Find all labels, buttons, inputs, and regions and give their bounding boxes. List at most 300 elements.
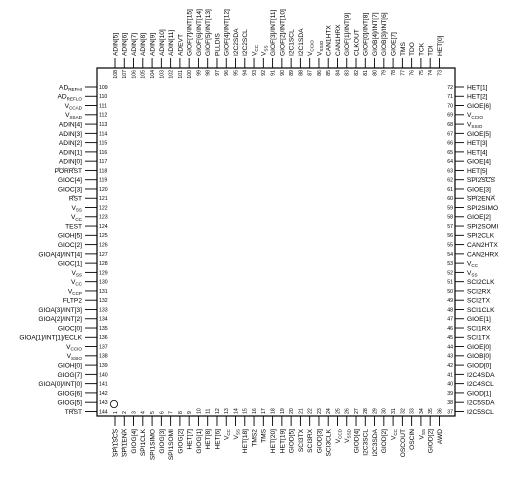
pin-label-main: SPI2CLK (467, 232, 495, 240)
pin-label (59, 149, 82, 156)
pin-label-main: CLKOUT (353, 29, 361, 56)
pin-number: 83 (344, 70, 351, 76)
pin-number: 10 (196, 408, 203, 414)
pin-label-main: TMS (260, 429, 268, 443)
pin-label-main: RST (68, 195, 82, 203)
pin-label (242, 429, 249, 453)
pin-label-subscript: CC (471, 263, 479, 269)
pin-number: 42 (447, 363, 453, 369)
pin-number: 21 (298, 408, 305, 414)
pin-number: 36 (437, 408, 444, 414)
pin-label-main: TEST (65, 223, 82, 231)
pin-number: 12 (214, 408, 221, 414)
pin-number: 138 (99, 353, 108, 360)
pin-label-main: GIOF[6]/INT[14] (195, 9, 203, 56)
pin-label (467, 279, 495, 286)
pin-label (131, 33, 138, 56)
pin-label-main: ADEVT (177, 34, 185, 56)
pin-top-83 (344, 13, 351, 76)
pin-label-main: GIOC[0] (57, 325, 82, 333)
pin-number: 104 (149, 70, 156, 79)
pin-left-114 (59, 131, 107, 138)
pin-label (65, 103, 83, 111)
pin-label-main: ADIN[11] (168, 29, 176, 56)
pin-label-subscript: CC (254, 44, 260, 52)
pin-number: 14 (233, 408, 240, 414)
pin-bottom-10 (196, 408, 203, 453)
pin-number: 15 (242, 408, 249, 414)
pin-label-main: HET[5] (467, 167, 488, 175)
pin-label (467, 214, 491, 221)
pin-bottom-22 (307, 408, 314, 453)
pin-label-main: ADIN[6] (121, 32, 129, 56)
pin-top-103 (159, 29, 166, 79)
pin-top-93 (251, 44, 259, 76)
pin-label (38, 251, 82, 258)
pin-number: 84 (335, 70, 342, 76)
pin-label-main: HET[0] (436, 35, 444, 56)
pin-number: 86 (316, 70, 323, 76)
pin-label (58, 177, 82, 184)
pin-label-main: CAN1HTX (325, 25, 333, 56)
pin-label-main: ADIN[7] (130, 32, 138, 56)
pin-number: 107 (122, 70, 129, 79)
pin-label-main: I2C5SCL (467, 408, 494, 416)
pin-label-main: HET[6] (214, 429, 222, 450)
pin-bottom-23 (316, 408, 323, 453)
pin-label (344, 428, 352, 443)
pin-label-main: GIOF[5]/INT[13] (205, 9, 213, 56)
pin-label-main: SCI1TX (467, 334, 491, 342)
pin-number: 133 (99, 307, 108, 314)
pin-label (467, 335, 491, 342)
pin-label (353, 29, 360, 56)
pin-number: 129 (99, 270, 108, 277)
pin-label-subscript: SS (420, 429, 426, 436)
pin-left-135 (58, 325, 108, 332)
pin-number: 5 (149, 411, 156, 414)
pin-number: 76 (409, 70, 416, 76)
pin-label (233, 28, 240, 56)
pin-label-main: ADIN[3] (58, 130, 82, 138)
pin-label (279, 429, 286, 453)
pin-label-subscript: SS (471, 272, 478, 278)
pin-number: 140 (99, 372, 108, 379)
pin-label-main: V (70, 279, 76, 287)
pin-label (467, 390, 491, 397)
pin-label (467, 288, 491, 295)
pin-label (467, 177, 495, 184)
pin-label (467, 242, 498, 249)
pin-label (279, 9, 286, 56)
pin-label (467, 168, 488, 175)
pin-left-131 (68, 288, 108, 296)
pin-label (409, 429, 416, 450)
pin-label (66, 344, 82, 352)
pin-number: 119 (99, 177, 108, 184)
pin-label (71, 205, 82, 213)
pin-number: 135 (99, 325, 108, 332)
pin-label (335, 428, 343, 443)
pin-bottom-33 (409, 408, 416, 450)
pin-number: 79 (381, 70, 388, 76)
pin-bottom-27 (353, 408, 360, 453)
pin-label-main: AD (57, 93, 67, 101)
pin-number: 51 (447, 279, 453, 286)
pin-top-76 (409, 42, 416, 76)
pin-label (140, 33, 147, 56)
pin-label-main: CAN2HTX (467, 241, 498, 249)
pin-label (381, 429, 388, 453)
pin-label-main: GIOB[3]/INT[6] (381, 12, 389, 56)
pin-bottom-15 (242, 408, 249, 453)
pin-label-main: V (390, 435, 398, 441)
pin-label (418, 429, 426, 440)
pin-label-main: SCI3CLK (325, 429, 333, 457)
pin-number: 9 (187, 411, 194, 414)
pin-label-main: I2C2SDA (232, 28, 240, 56)
pin-number: 8 (177, 411, 184, 414)
pin-label-main: PLLDIS (214, 33, 222, 56)
pin-number: 90 (279, 70, 286, 76)
pin-label-main: HET[2] (467, 93, 488, 101)
pin-label (467, 372, 495, 379)
pin-number: 127 (99, 251, 108, 258)
pin-bottom-5 (149, 411, 156, 460)
pin-number: 40 (447, 381, 453, 388)
pin-label-main: PORRST (54, 167, 82, 175)
pin-label (38, 381, 82, 388)
pin-label (467, 251, 499, 258)
pin-label-main: GIOA[4]/INT[4] (38, 251, 82, 259)
pin-label-main: SPI2ENA (467, 195, 495, 203)
pin-left-109 (59, 84, 108, 92)
pin-label (261, 45, 269, 56)
pin-label (58, 233, 82, 240)
pin-label (57, 400, 82, 407)
pin-label (467, 84, 488, 91)
pin-bottom-4 (140, 411, 147, 456)
pin-number: 100 (187, 70, 194, 79)
pin-label-main: I2C1SDA (297, 28, 305, 56)
pin-label (381, 12, 388, 56)
pin-number: 34 (418, 408, 425, 414)
pin-top-107 (122, 33, 129, 79)
pin-label (55, 168, 82, 175)
pin-left-138 (67, 353, 108, 361)
pin-label-main: CAN2HRX (467, 251, 499, 259)
pin-label (467, 121, 483, 129)
pin-number: 32 (400, 408, 407, 414)
pin-label (467, 233, 495, 240)
pin-label-main: HET[1] (467, 84, 488, 92)
pin-label-main: GIOF[4]/INT[12] (223, 9, 231, 56)
pin-label-main: GIOD[2] (381, 429, 389, 454)
pin-label (467, 325, 491, 332)
pin-label-main: V (467, 260, 472, 268)
pin-label-main: GIOE[0] (467, 343, 491, 351)
pin-label (68, 288, 82, 296)
pin-bottom-6 (159, 411, 166, 454)
pin-number: 97 (214, 70, 221, 76)
pin-number: 103 (159, 70, 166, 79)
pin-label-subscript: SS (75, 272, 82, 278)
pin-label-main: GIOF[2]/INT[10] (279, 9, 287, 56)
pin-label-main: SPI1CLK (140, 429, 148, 457)
pin-label-main: V (260, 51, 268, 56)
pin-label-main: TMS2 (251, 429, 259, 447)
pin-number: 19 (279, 408, 286, 414)
pin-label (326, 428, 333, 456)
pin-label-main: I2C2SCL (242, 29, 250, 56)
pin-label (59, 159, 82, 166)
pin-bottom-34 (418, 408, 426, 439)
pin-left-139 (58, 363, 108, 370)
pin-label (19, 335, 82, 342)
pin-left-125 (58, 233, 108, 240)
pin-bottom-12 (214, 408, 221, 449)
pin-label (122, 428, 129, 456)
pin-label (353, 429, 360, 453)
pin-label-main: HET[8] (205, 429, 213, 450)
pin-label-subscript: CC (393, 429, 399, 436)
pin-label-main: GIOG[7] (57, 371, 82, 379)
pin-number: 65 (447, 149, 453, 156)
pin-label-main: ADIN[4] (58, 121, 82, 129)
pin-top-90 (279, 9, 286, 76)
pin-label (467, 223, 498, 230)
pin-label-subscript: SS (235, 429, 241, 436)
pin-label (233, 429, 241, 440)
pin-top-86 (316, 40, 324, 76)
pin-label (467, 270, 478, 278)
pin-number: 72 (447, 84, 453, 91)
pin-number: 144 (99, 409, 108, 416)
pin-label (467, 353, 491, 360)
pin-label-main: SCI1RX (467, 325, 491, 333)
pin-right-52 (447, 270, 477, 278)
pin-label (57, 390, 82, 397)
pin-label-main: TDO (409, 42, 417, 56)
pin-top-77 (400, 41, 407, 75)
pin-number: 115 (99, 140, 108, 147)
pin-label-main: ADIN[10] (158, 29, 166, 56)
pin-label (58, 242, 82, 249)
pin-label (467, 261, 479, 269)
pin-label (316, 40, 324, 56)
pin-top-106 (131, 33, 138, 79)
pin-label-main: V (334, 438, 342, 444)
pin-number: 80 (372, 70, 379, 76)
pin-left-110 (58, 94, 108, 102)
pin-bottom-20 (289, 408, 296, 453)
pin-label-main: GIOH[0] (57, 362, 82, 370)
chip-body (97, 68, 455, 416)
pin-label-subscript: SSIO (318, 40, 324, 52)
pin-label (205, 9, 212, 56)
pin-label-main: AWD (436, 429, 444, 445)
pin-number: 28 (363, 408, 370, 414)
pin-left-118 (55, 168, 108, 175)
pin-label-main: V (70, 214, 76, 222)
pin-label (467, 298, 491, 305)
pin-label (467, 140, 488, 147)
pin-number: 33 (409, 408, 416, 414)
pin-number: 94 (242, 70, 249, 76)
pin-left-117 (59, 159, 107, 166)
pin-label-main: GIOD[3] (316, 429, 324, 454)
pin-top-105 (140, 33, 147, 79)
pin-number: 59 (447, 205, 453, 212)
pin-label (38, 316, 82, 323)
pin-label (149, 33, 156, 56)
pin-label (467, 131, 491, 138)
pin-label (391, 428, 399, 440)
pin-label (316, 429, 323, 453)
pin-label (467, 381, 494, 388)
pin-number: 24 (326, 408, 333, 414)
pin-label (289, 29, 296, 56)
pin-number: 7 (168, 411, 175, 414)
pin-number: 126 (99, 242, 108, 249)
pin-label (131, 429, 138, 454)
pin-bottom-9 (187, 411, 194, 450)
pin-label-main: GIOC[4] (57, 177, 82, 185)
pin-number: 47 (447, 316, 453, 323)
pin-label-main: V (223, 435, 231, 441)
pin-label (418, 42, 425, 56)
pin-top-102 (168, 30, 175, 79)
pin-number: 120 (99, 186, 108, 193)
pin-label-main: V (344, 438, 352, 443)
pin-label (58, 94, 83, 102)
pin-left-130 (71, 279, 108, 287)
pin-number: 101 (177, 70, 184, 79)
pin-label (363, 429, 370, 456)
pin-number: 25 (335, 408, 342, 414)
pin-number: 44 (447, 344, 453, 351)
pin-label (58, 261, 82, 268)
pin-number: 64 (447, 159, 453, 166)
pin-label (428, 45, 435, 56)
pin-label (69, 196, 82, 203)
pin-label-main: GIOE[2] (467, 214, 491, 222)
pin-label-main: SCI2RX (467, 288, 491, 296)
pin-label (372, 428, 379, 456)
pin-label-subscript: SS (75, 207, 82, 213)
pin-label (298, 28, 305, 56)
pin-label (196, 9, 203, 56)
pin-number: 95 (233, 70, 240, 76)
pin-label (372, 12, 379, 56)
pin-number: 116 (99, 149, 108, 156)
pin-bottom-17 (261, 408, 268, 443)
pin-label (270, 429, 277, 453)
pin-label (437, 429, 444, 444)
pin-bottom-18 (270, 408, 277, 453)
pin-label (251, 429, 258, 447)
pin-top-80 (372, 12, 379, 76)
pin-number: 48 (447, 307, 453, 314)
pin-label (261, 428, 268, 443)
pin-label-main: GIOA[3]/INT[3] (38, 306, 82, 314)
pin-label-main: SPI1ENA (121, 429, 129, 457)
pin-number: 31 (391, 408, 397, 414)
pin-bottom-16 (251, 408, 258, 446)
pin-number: 52 (447, 270, 453, 277)
pin-label-main: ADIN[2] (58, 140, 82, 148)
pin-top-91 (270, 9, 277, 75)
pin-number: 128 (99, 261, 108, 268)
pin-label-main: HET[19] (279, 429, 287, 454)
pin-label-main: SPI1SIMO (149, 429, 157, 461)
pin-label (38, 307, 82, 314)
pin-label (289, 429, 296, 453)
pin-right-53 (447, 261, 479, 269)
pin-number: 1 (112, 411, 119, 414)
pin-label-main: GIOA[1]/INT[1]/ECLK (19, 334, 82, 342)
pin-label-main: V (467, 112, 472, 120)
pin-bottom-31 (391, 408, 399, 440)
pin-number: 114 (99, 131, 108, 138)
pin-label (177, 429, 184, 454)
pin-left-143 (57, 400, 107, 407)
pin-label (467, 196, 495, 203)
pin-number: 109 (99, 84, 108, 91)
pin-number: 74 (428, 70, 435, 76)
pin-label (168, 30, 175, 56)
pin-label (437, 35, 444, 56)
pin-label-main: GIOC[1] (57, 260, 82, 268)
pin-number: 30 (381, 408, 388, 414)
pin-left-132 (63, 298, 108, 305)
pin-top-79 (381, 12, 388, 76)
pin-label-subscript: SSIO (71, 355, 82, 361)
pin-label-main: GIOH[5] (57, 232, 82, 240)
pin-label-subscript: REFLO (66, 96, 82, 102)
pin-top-98 (205, 9, 212, 76)
pin-right-69 (447, 112, 483, 120)
pin-number: 88 (298, 70, 305, 76)
pin-number: 122 (99, 205, 108, 212)
pin-label (467, 159, 491, 166)
pin-label (467, 400, 495, 407)
pin-label-main: V (251, 51, 259, 56)
pin-number: 38 (447, 400, 453, 407)
pin-label-main: SPI1SOMI (168, 429, 176, 461)
pin-label-main: SCI1CLK (467, 306, 495, 314)
pin-number: 111 (99, 103, 107, 110)
pin-left-116 (59, 149, 107, 156)
pin-bottom-19 (279, 408, 286, 453)
pin-label-main: ADIN[1] (58, 149, 82, 157)
pin-left-140 (57, 372, 107, 379)
pin-label (391, 32, 398, 56)
pin-number: 4 (140, 411, 147, 414)
pin-label-main: SCI3RX (307, 429, 315, 453)
pin-number: 131 (99, 288, 108, 295)
pin-label-main: SCI2TX (467, 297, 491, 305)
pin-label-main: ADIN[0] (58, 158, 82, 166)
pin-top-87 (307, 40, 315, 76)
pin-label-main: HET[4] (467, 149, 488, 157)
pin-number: 56 (447, 233, 453, 240)
pin-label-main: GIOD[0] (467, 362, 492, 370)
pin-top-108 (112, 33, 119, 79)
pin-label-main: GIOG[6] (57, 390, 82, 398)
pin-label-main: GIOA[2]/INT[2] (38, 316, 82, 324)
pin-label-main: OSCOUT (399, 429, 407, 458)
